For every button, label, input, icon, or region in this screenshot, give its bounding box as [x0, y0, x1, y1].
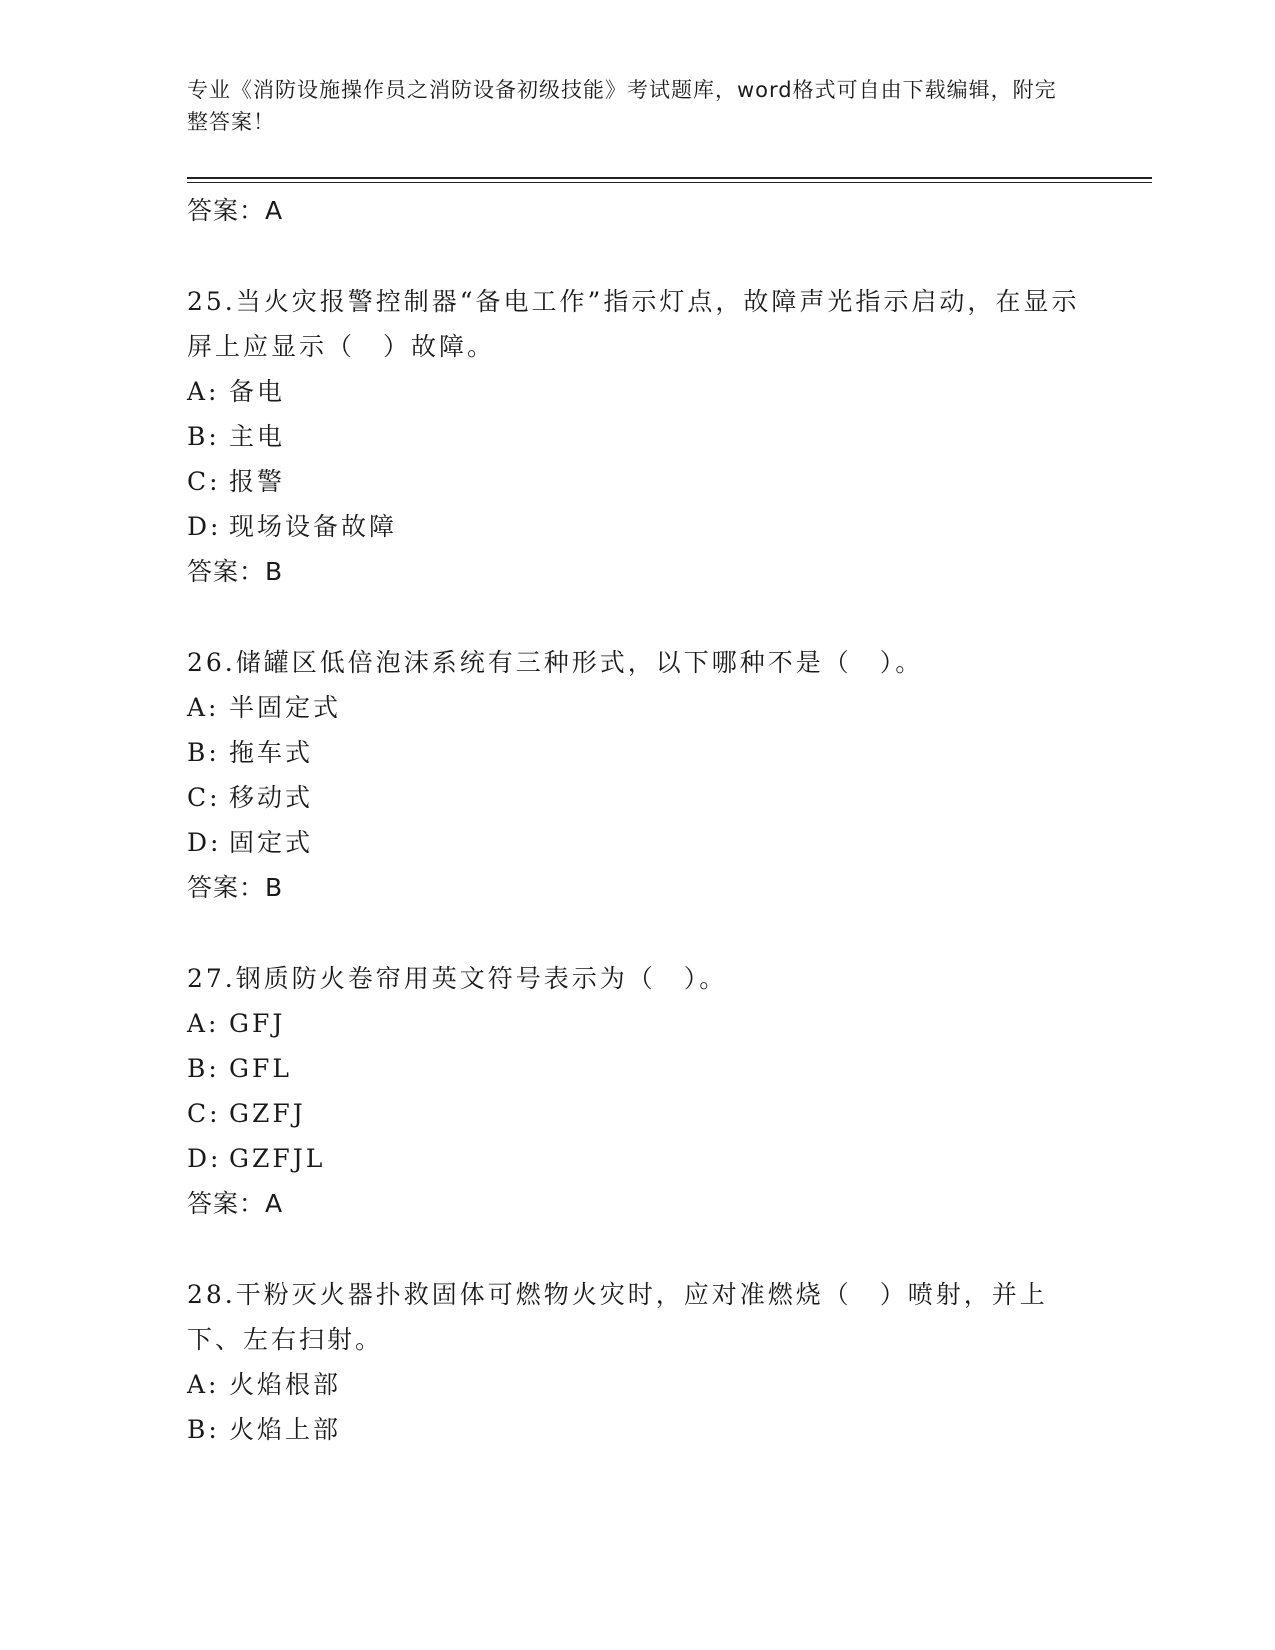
option-d [187, 504, 1087, 549]
option-c [187, 775, 1087, 820]
question-stem: 28.干粉灭火器扑救固体可燃物火灾时，应对准燃烧（ ）喷射，并上下、左右扫射。 [187, 1280, 1048, 1354]
option-text: GZFJ [229, 1099, 306, 1128]
option-text: GZFJL [229, 1144, 326, 1173]
question-list [187, 188, 1087, 1452]
option-a [187, 369, 1087, 414]
option-text: 移动式 [229, 783, 314, 812]
option-text: 火焰上部 [229, 1415, 342, 1444]
option-c [187, 1091, 1087, 1136]
option-key: D: [187, 1144, 222, 1173]
header-divider [187, 177, 1152, 179]
option-key: A: [187, 377, 220, 406]
option-key: A: [187, 693, 220, 722]
option-key: B: [187, 1054, 220, 1083]
option-key: A: [187, 1370, 220, 1399]
option-a [187, 1001, 1087, 1046]
option-key: C: [187, 467, 221, 496]
answer-line: 答案：B [187, 557, 284, 586]
option-text: 固定式 [229, 828, 314, 857]
option-d [187, 1136, 1087, 1181]
option-text: 报警 [229, 467, 286, 496]
header-divider-thin [187, 182, 1152, 183]
question-item [187, 956, 1087, 1226]
option-text: 半固定式 [229, 693, 342, 722]
question-stem: 26.储罐区低倍泡沫系统有三种形式，以下哪种不是（ ）。 [187, 648, 924, 677]
option-text: 火焰根部 [229, 1370, 342, 1399]
option-key: D: [187, 828, 222, 857]
option-text: 备电 [229, 377, 286, 406]
option-c [187, 459, 1087, 504]
option-b [187, 1407, 1087, 1452]
answer-line: 答案：A [187, 1189, 284, 1218]
option-a [187, 1362, 1087, 1407]
option-text: GFJ [229, 1009, 286, 1038]
option-b [187, 1046, 1087, 1091]
option-key: C: [187, 783, 221, 812]
option-text: 主电 [229, 422, 286, 451]
option-d [187, 820, 1087, 865]
answer-line: 答案：A [187, 196, 284, 225]
option-key: B: [187, 1415, 220, 1444]
question-stem: 25.当火灾报警控制器“备电工作”指示灯点，故障声光指示启动，在显示屏上应显示（ ）故障。 [187, 287, 1080, 361]
question-item [187, 279, 1087, 594]
option-a [187, 685, 1087, 730]
option-text: GFL [229, 1054, 292, 1083]
question-item [187, 1272, 1087, 1452]
option-key: C: [187, 1099, 221, 1128]
answer-line: 答案：B [187, 873, 284, 902]
option-key: A: [187, 1009, 220, 1038]
document-header: 专业《消防设施操作员之消防设备初级技能》考试题库，word格式可自由下载编辑，附完整答案！ [187, 78, 1057, 134]
option-key: D: [187, 512, 222, 541]
question-item [187, 640, 1087, 910]
option-text: 拖车式 [229, 738, 314, 767]
option-key: B: [187, 422, 220, 451]
option-text: 现场设备故障 [229, 512, 398, 541]
option-b [187, 730, 1087, 775]
question-stem: 27.钢质防火卷帘用英文符号表示为（ ）。 [187, 964, 728, 993]
option-key: B: [187, 738, 220, 767]
option-b [187, 414, 1087, 459]
